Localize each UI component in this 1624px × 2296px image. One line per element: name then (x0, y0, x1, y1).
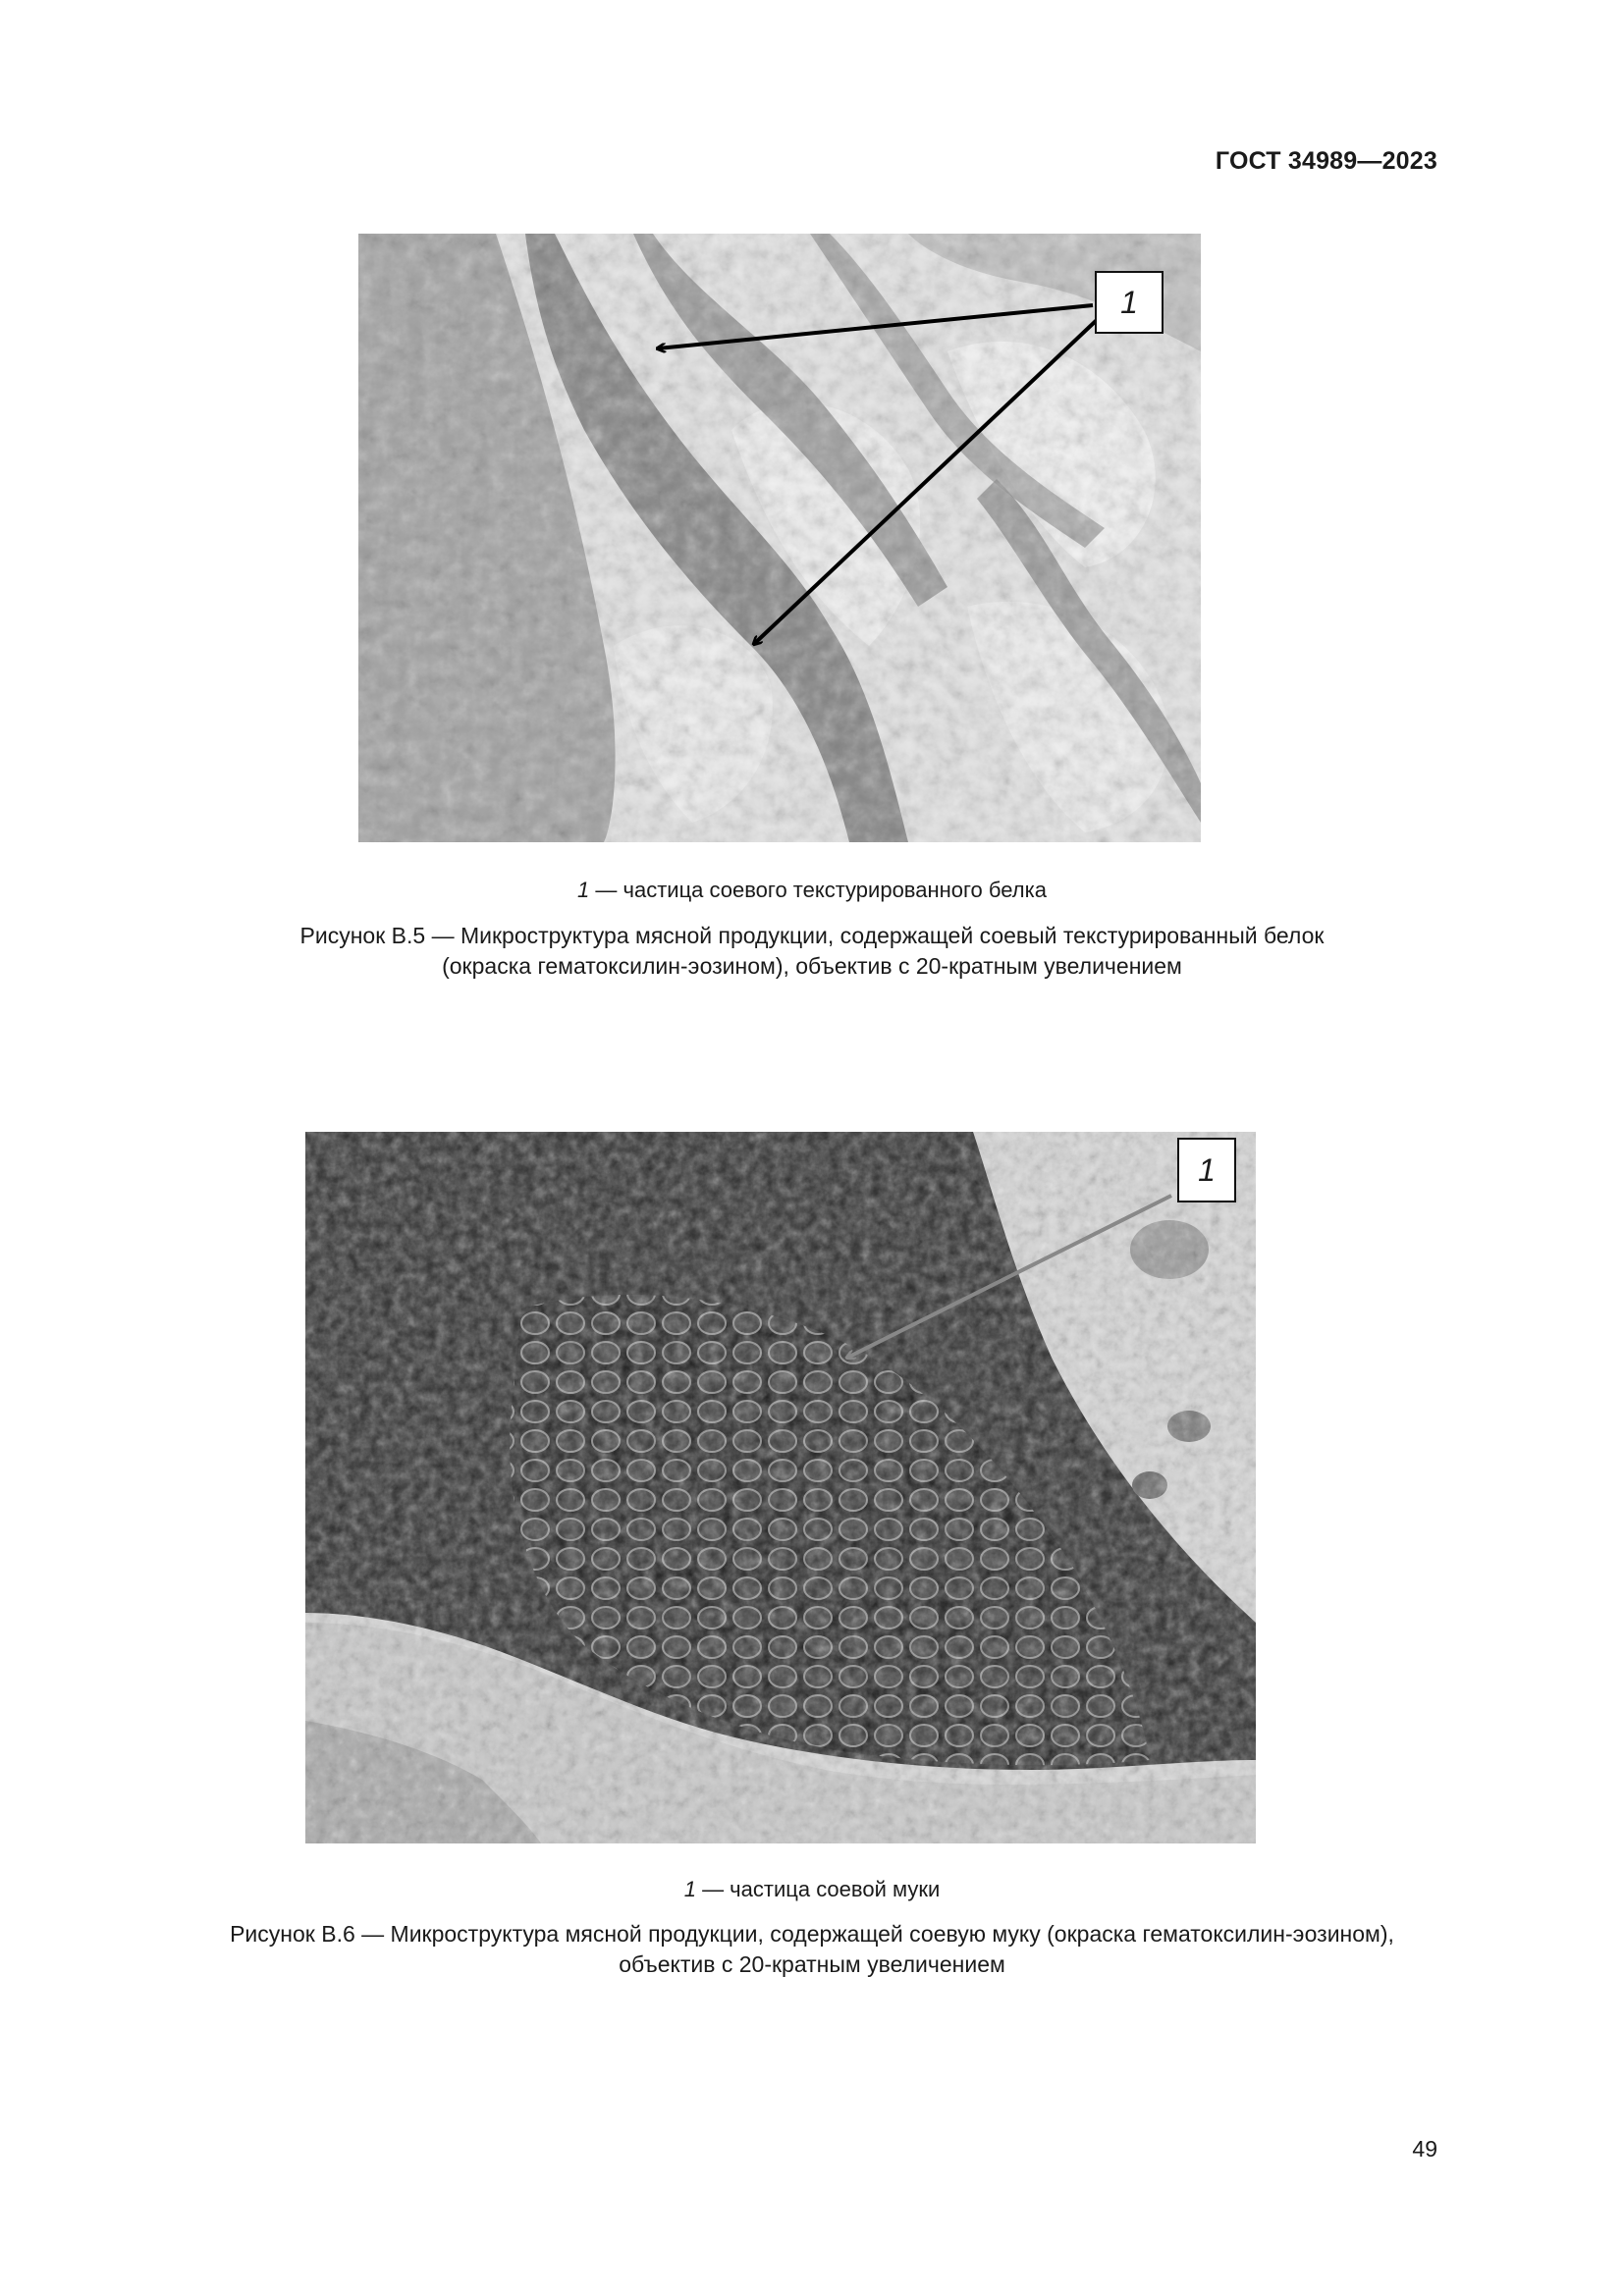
standard-code: ГОСТ 34989—2023 (1215, 147, 1437, 175)
figure-caption-line: Рисунок В.6 — Микроструктура мясной продукции, содержащей соевую муку (окраска гематоксилин-эозином), (230, 1921, 1394, 1947)
legend-text: — частица соевой муки (695, 1877, 941, 1901)
legend-text: — частица соевого текстурированного белка (589, 878, 1047, 902)
page-number: 49 (1412, 2136, 1437, 2162)
figure-legend (0, 1875, 1624, 1904)
figure-legend (0, 876, 1624, 905)
legend-number: 1 (577, 878, 590, 902)
figure-caption-line: объектив с 20-кратным увеличением (619, 1951, 1005, 1977)
figure-caption-line: (окраска гематоксилин-эозином), объектив с 20-кратным увеличением (442, 953, 1182, 979)
callout-label: 1 (1095, 271, 1164, 334)
micrograph-soy-flour (305, 1132, 1256, 1843)
legend-number: 1 (683, 1877, 696, 1901)
callout-label: 1 (1177, 1138, 1236, 1202)
micrograph-textured-soy-protein (358, 234, 1201, 842)
figure-caption-line: Рисунок В.5 — Микроструктура мясной продукции, содержащей соевый текстурированный белок (299, 923, 1325, 948)
